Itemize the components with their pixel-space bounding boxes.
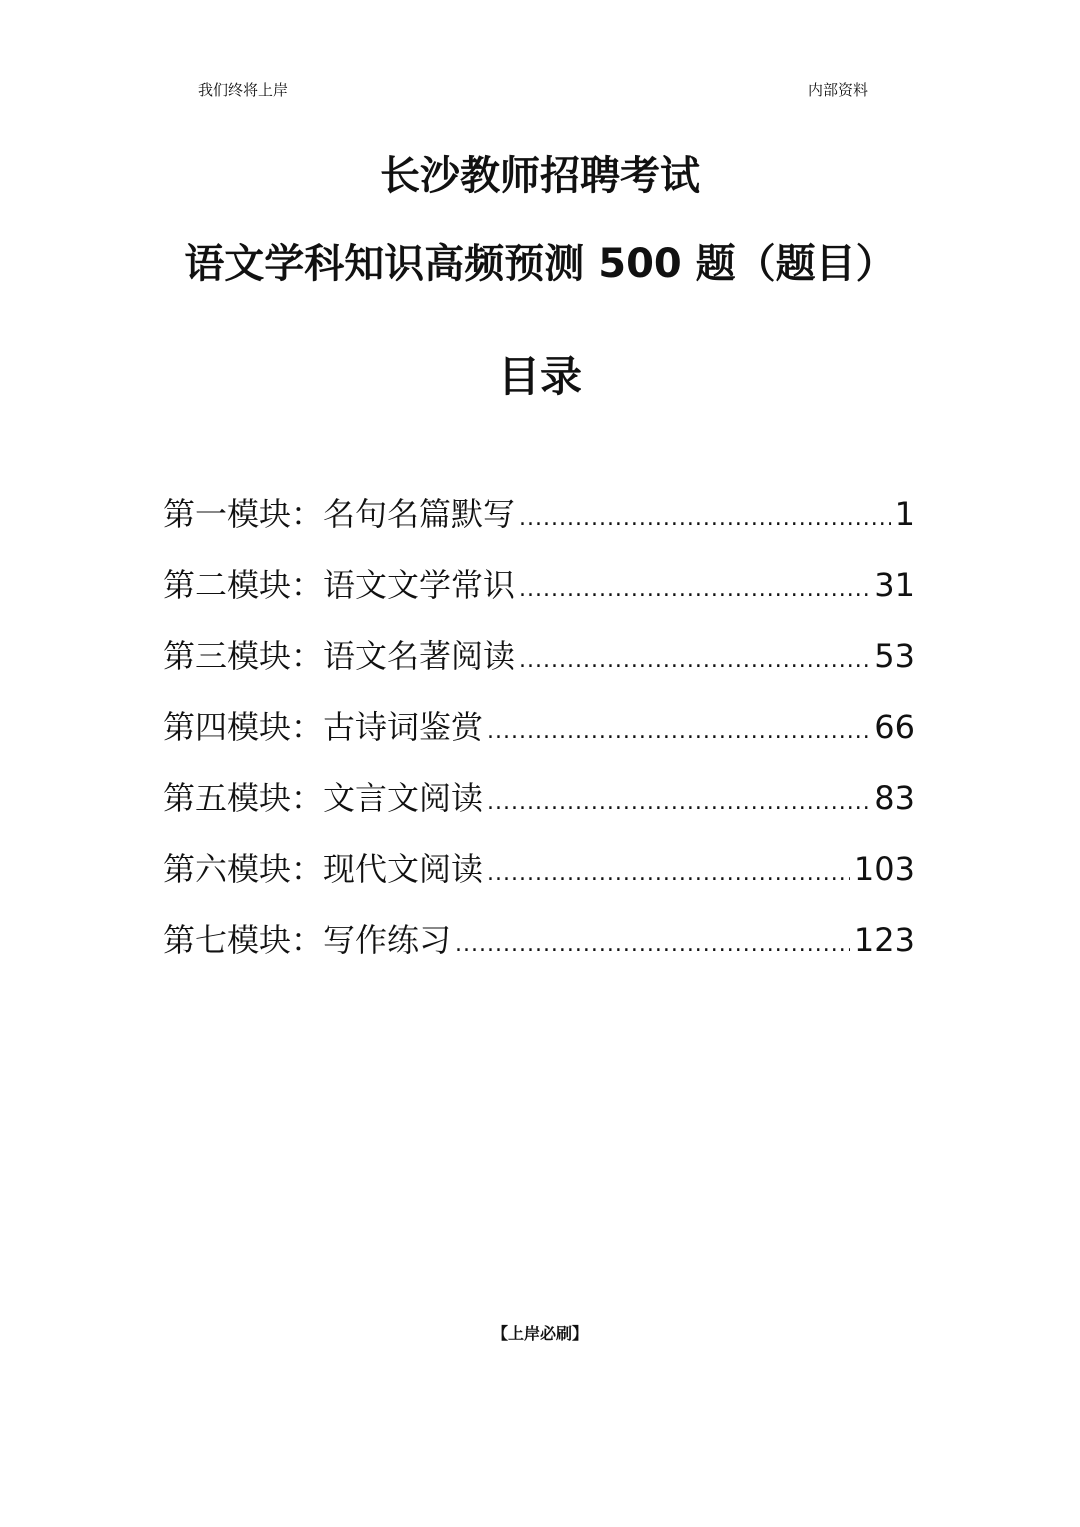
toc-entry-module-4[interactable] — [163, 701, 915, 772]
toc-entry-title: 第三模块：语文名著阅读 — [163, 637, 516, 675]
toc-entry-title: 第二模块：语文文学常识 — [163, 566, 516, 604]
toc-dot-leader — [519, 493, 891, 545]
toc-entry-page-number: 1 — [894, 495, 915, 533]
toc-entry-module-2[interactable] — [163, 559, 915, 630]
toc-entry-module-7[interactable] — [163, 914, 915, 985]
page-footer: 【上岸必刷】 — [491, 1324, 588, 1343]
toc-entry-title: 第六模块：现代文阅读 — [163, 850, 484, 888]
toc-dot-leader — [487, 777, 870, 829]
toc-dot-leader — [519, 564, 870, 616]
toc-dot-leader — [487, 848, 850, 900]
page-header — [198, 78, 868, 102]
toc-entry-module-6[interactable] — [163, 843, 915, 914]
toc-entry-page-number: 31 — [874, 566, 915, 604]
toc-entry-title: 第一模块：名句名篇默写 — [163, 495, 516, 533]
toc-entry-page-number: 83 — [874, 779, 915, 817]
toc-entry-title: 第四模块：古诗词鉴赏 — [163, 708, 484, 746]
toc-entry-module-3[interactable] — [163, 630, 915, 701]
toc-entry-page-number: 123 — [853, 921, 915, 959]
toc-dot-leader — [487, 706, 870, 758]
header-right-text: 内部资料 — [807, 81, 868, 99]
toc-heading: 目录 — [497, 352, 582, 401]
toc-entry-module-1[interactable] — [163, 488, 915, 559]
toc-entry-title: 第七模块：写作练习 — [163, 921, 452, 959]
document-title: 长沙教师招聘考试 — [380, 153, 700, 199]
toc-dot-leader — [455, 919, 850, 971]
toc-dot-leader — [519, 635, 870, 687]
toc-entry-module-5[interactable] — [163, 772, 915, 843]
toc-entry-title: 第五模块：文言文阅读 — [163, 779, 484, 817]
toc-entry-page-number: 66 — [874, 708, 915, 746]
document-subtitle: 语文学科知识高频预测 500 题（题目） — [184, 241, 896, 287]
toc-entry-page-number: 103 — [853, 850, 915, 888]
table-of-contents — [163, 488, 915, 985]
toc-entry-page-number: 53 — [874, 637, 915, 675]
header-left-text: 我们终将上岸 — [198, 81, 289, 99]
